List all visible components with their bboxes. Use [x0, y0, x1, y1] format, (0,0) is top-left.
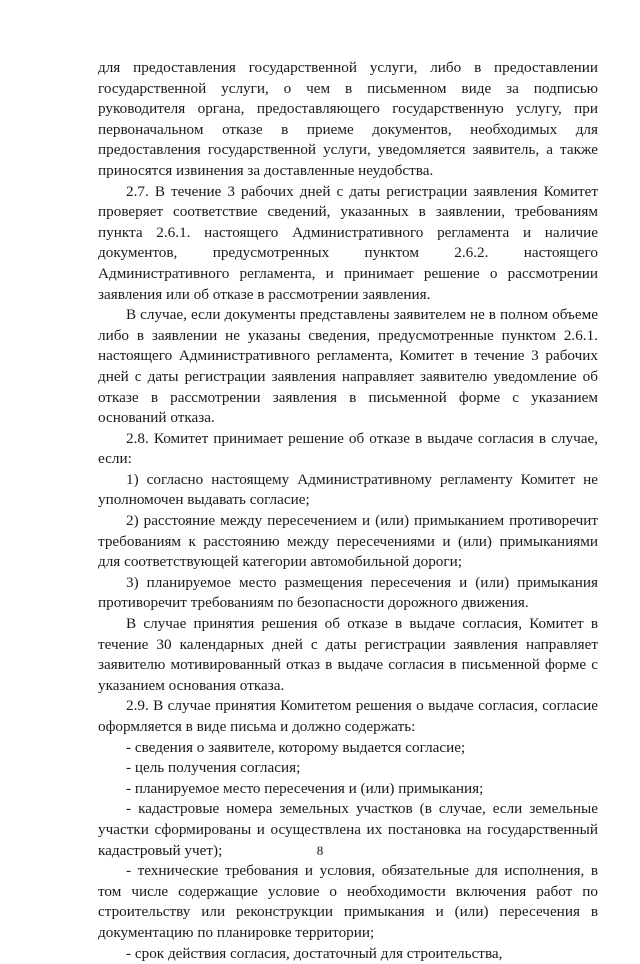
list-item: - планируемое место пересечения и (или) примыкания;	[126, 779, 484, 797]
paragraph: 2.8. Комитет принимает решение об отказе в выдаче согласия в случае, если:	[98, 429, 598, 468]
list-item: - технические требования и условия, обязательные для исполнения, в том числе содержащие условие о необходимости включения работ по строительству или реконструкции примыкания и (или) пересечения в документацию по планировке территории;	[98, 862, 598, 941]
list-item: - сведения о заявителе, которому выдается согласие;	[126, 738, 466, 756]
paragraph: 2.7. В течение 3 рабочих дней с даты регистрации заявления Комитет проверяет соответствие сведений, указанных в заявлении, требованиям пункта 2.6.1. настоящего Административного регламента и наличие документов, предусмотренных пунктом 2.6.2. настоящего Административного регламента, и принимает решение о рассмотрении заявления или об отказе в рассмотрении заявления.	[98, 182, 598, 303]
list-item: 3) планируемое место размещения пересечения и (или) примыкания противоречит требованиям по безопасности дорожного движения.	[98, 573, 598, 612]
list-item: 2) расстояние между пересечением и (или) примыканием противоречит требованиям к расстоянию между пересечениями и (или) примыканиями для соответствующей категории автомобильной дороги;	[98, 512, 598, 571]
document-body	[98, 58, 598, 964]
list-item: - кадастровые номера земельных участков (в случае, если земельные участки сформированы и осуществлена их постановка на государственный кадастровый учет);	[98, 800, 598, 859]
list-item: - срок действия согласия, достаточный для строительства,	[126, 944, 503, 962]
list-item: - цель получения согласия;	[126, 759, 301, 777]
paragraph: для предоставления государственной услуги, либо в предоставлении государственной услуги, о чем в письменном виде за подписью руководителя органа, предоставляющего государственную услугу, при первоначальном отказе в приеме документов, необходимых для предоставления государственной услуги, уведомляется заявитель, а также приносятся извинения за доставленные неудобства.	[98, 59, 598, 179]
list-item: 1) согласно настоящему Административному регламенту Комитет не уполномочен выдавать согласие;	[98, 470, 598, 509]
paragraph: В случае, если документы представлены заявителем не в полном объеме либо в заявлении не указаны сведения, предусмотренные пунктом 2.6.1. настоящего Административного регламента, Комитет в течение 3 рабочих дней с даты регистрации заявления направляет заявителю уведомление об отказе в рассмотрении заявления в письменной форме с указанием оснований отказа.	[98, 306, 598, 427]
paragraph: В случае принятия решения об отказе в выдаче согласия, Комитет в течение 30 календарных дней с даты регистрации заявления направляет заявителю мотивированный отказ в выдаче согласия в письменной форме с указанием основания отказа.	[98, 615, 598, 694]
page-number: 8	[316, 843, 324, 858]
paragraph: 2.9. В случае принятия Комитетом решения о выдаче согласия, согласие оформляется в виде письма и должно содержать:	[98, 697, 598, 735]
